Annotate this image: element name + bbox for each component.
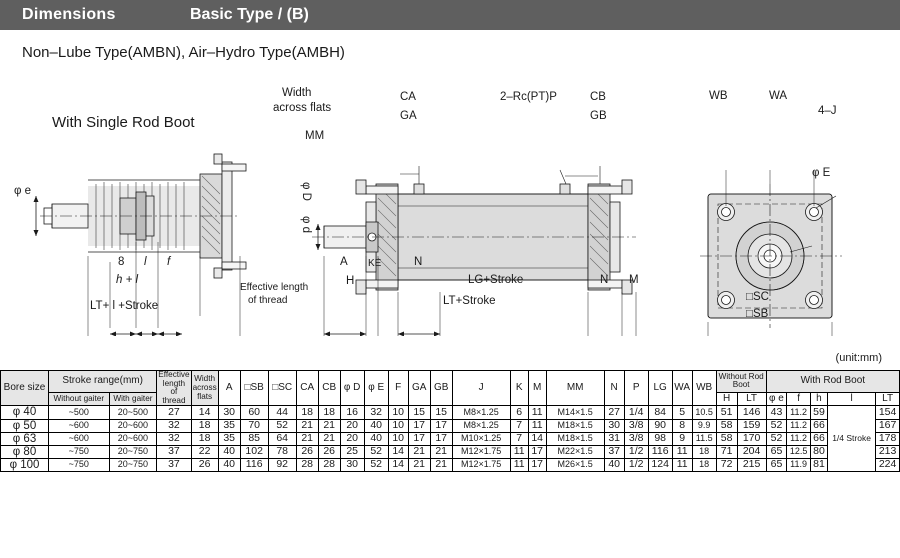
th-GB: GB [430, 371, 452, 406]
cell-WA: 9 [672, 432, 692, 445]
cell-with-gaiter: 20~500 [109, 406, 157, 419]
th-N: N [604, 371, 624, 406]
cell-A: 35 [218, 419, 240, 432]
cell-E: 52 [364, 445, 388, 458]
cell-CA: 28 [296, 458, 318, 471]
cell-N: 31 [604, 432, 624, 445]
th-F: F [388, 371, 408, 406]
table-row [1, 458, 900, 471]
th-width-across-flats: Width across flats [191, 371, 218, 406]
th-WA: WA [672, 371, 692, 406]
cell-WB: 18 [692, 458, 716, 471]
cell-SC: 64 [268, 432, 296, 445]
th-LG: LG [648, 371, 672, 406]
cell-MM: M18×1.5 [546, 432, 604, 445]
technical-drawing [0, 66, 900, 336]
table-row [1, 432, 900, 445]
drawing-title-single-rod-boot: With Single Rod Boot [52, 114, 195, 131]
th-CB: CB [318, 371, 340, 406]
cell-GA: 15 [408, 406, 430, 419]
cell-boot-e: 52 [766, 419, 787, 432]
th-boot-LT: LT [876, 392, 900, 406]
th-boot-e: φ e [766, 392, 787, 406]
cell-WA: 11 [672, 458, 692, 471]
cell-N: 30 [604, 419, 624, 432]
cell-with-gaiter: 20~750 [109, 458, 157, 471]
cell-K: 11 [510, 458, 528, 471]
effective-length-line1: Effective length [240, 282, 309, 293]
cell-CB: 18 [318, 406, 340, 419]
cell-P: 1/4 [624, 406, 648, 419]
cell-WA: 8 [672, 419, 692, 432]
cell-GB: 21 [430, 445, 452, 458]
cell-A: 40 [218, 445, 240, 458]
cb-label: CB [590, 91, 606, 103]
cell-D: 20 [340, 419, 364, 432]
th-K: K [510, 371, 528, 406]
page-title: Dimensions [22, 6, 116, 23]
cell-boot-h: 59 [810, 406, 827, 419]
cell-with-gaiter: 20~600 [109, 419, 157, 432]
th-P: P [624, 371, 648, 406]
cell-WB: 10.5 [692, 406, 716, 419]
cell-boot-e: 65 [766, 458, 787, 471]
cell-K: 7 [510, 432, 528, 445]
cell-P: 1/2 [624, 458, 648, 471]
cell-boot-h: 66 [810, 419, 827, 432]
cell-LT: 215 [737, 458, 766, 471]
cell-flats: 22 [191, 445, 218, 458]
a-label: A [340, 256, 348, 268]
cell-boot-l-merged: 1/4 Stroke [827, 406, 875, 471]
cell-flats: 18 [191, 419, 218, 432]
cell-J: M8×1.25 [452, 406, 510, 419]
th-M: M [528, 371, 546, 406]
cell-eff: 37 [157, 458, 191, 471]
cell-WA: 11 [672, 445, 692, 458]
cell-without-gaiter: ~500 [49, 406, 110, 419]
cell-LT: 146 [737, 406, 766, 419]
cell-MM: M18×1.5 [546, 419, 604, 432]
th-SB: □SB [240, 371, 268, 406]
sb-label: □SB [746, 308, 769, 320]
cell-eff: 37 [157, 445, 191, 458]
cell-K: 11 [510, 445, 528, 458]
cell-SB: 85 [240, 432, 268, 445]
cell-eff: 32 [157, 432, 191, 445]
cell-CB: 21 [318, 432, 340, 445]
cell-E: 32 [364, 406, 388, 419]
th-CA: CA [296, 371, 318, 406]
cell-boot-f: 11.9 [787, 458, 811, 471]
th-LT: LT [737, 392, 766, 406]
cell-eff: 32 [157, 419, 191, 432]
ga-label: GA [400, 110, 417, 122]
cell-flats: 14 [191, 406, 218, 419]
cell-boot-LT: 213 [876, 445, 900, 458]
cell-H: 58 [716, 419, 737, 432]
cell-GB: 15 [430, 406, 452, 419]
cell-without-gaiter: ~750 [49, 445, 110, 458]
th-bore-size: Bore size [1, 371, 49, 406]
cell-bore: φ 63 [1, 432, 49, 445]
cell-A: 30 [218, 406, 240, 419]
cell-boot-h: 81 [810, 458, 827, 471]
cell-GB: 17 [430, 432, 452, 445]
cell-D: 20 [340, 432, 364, 445]
width-across-flats-line2: across flats [273, 102, 332, 114]
ca-label: CA [400, 91, 416, 103]
phi-e-right-label: φ E [812, 167, 831, 179]
table-row [1, 406, 900, 419]
cell-boot-LT: 178 [876, 432, 900, 445]
cell-MM: M14×1.5 [546, 406, 604, 419]
th-H: H [716, 392, 737, 406]
dim-f-label: f [167, 256, 171, 268]
th-E: φ E [364, 371, 388, 406]
sc-label: □SC [746, 291, 769, 303]
cell-flats: 18 [191, 432, 218, 445]
cell-H: 72 [716, 458, 737, 471]
th-GA: GA [408, 371, 430, 406]
ke-label: KE [368, 258, 382, 269]
cell-without-gaiter: ~600 [49, 419, 110, 432]
th-MM: MM [546, 371, 604, 406]
cell-bore: φ 80 [1, 445, 49, 458]
cell-M: 11 [528, 419, 546, 432]
th-J: J [452, 371, 510, 406]
cell-M: 11 [528, 406, 546, 419]
header-bar [0, 0, 900, 30]
th-boot-h: h [810, 392, 827, 406]
cell-F: 14 [388, 458, 408, 471]
cell-eff: 27 [157, 406, 191, 419]
cell-MM: M22×1.5 [546, 445, 604, 458]
cell-WB: 11.5 [692, 432, 716, 445]
phi-d-label2: φ d [300, 216, 312, 234]
th-eff-len-thread: Effective length of thread [158, 370, 190, 405]
cell-boot-e: 52 [766, 432, 787, 445]
lg-stroke-label: LG+Stroke [468, 274, 524, 286]
cell-SB: 116 [240, 458, 268, 471]
n-label-left: N [414, 256, 423, 268]
dim-8-label: 8 [118, 256, 125, 268]
cell-H: 58 [716, 432, 737, 445]
cell-A: 40 [218, 458, 240, 471]
cell-GA: 21 [408, 445, 430, 458]
cell-LG: 90 [648, 419, 672, 432]
cell-P: 3/8 [624, 419, 648, 432]
cell-A: 35 [218, 432, 240, 445]
cell-GB: 21 [430, 458, 452, 471]
th-A: A [218, 371, 240, 406]
cell-P: 1/2 [624, 445, 648, 458]
cell-MM: M26×1.5 [546, 458, 604, 471]
cell-LT: 159 [737, 419, 766, 432]
cell-with-gaiter: 20~750 [109, 445, 157, 458]
th-without-gaiter: Without gaiter [49, 392, 110, 406]
cell-LT: 204 [737, 445, 766, 458]
page-subtitle: Basic Type / (B) [190, 6, 309, 23]
table-row [1, 419, 900, 432]
cell-boot-e: 65 [766, 445, 787, 458]
cell-bore: φ 50 [1, 419, 49, 432]
cell-M: 17 [528, 445, 546, 458]
cell-bore: φ 40 [1, 406, 49, 419]
cell-F: 10 [388, 419, 408, 432]
lt-l-stroke-label: LT+ l +Stroke [90, 300, 159, 312]
cell-SC: 92 [268, 458, 296, 471]
cell-flats: 26 [191, 458, 218, 471]
mm-label: MM [305, 130, 325, 142]
phi-d-label: φ D [300, 182, 312, 201]
cell-E: 40 [364, 419, 388, 432]
cell-N: 40 [604, 458, 624, 471]
cell-SB: 102 [240, 445, 268, 458]
wb-label: WB [709, 90, 728, 102]
cell-D: 16 [340, 406, 364, 419]
cell-CA: 21 [296, 432, 318, 445]
cell-K: 6 [510, 406, 528, 419]
gb-label: GB [590, 110, 607, 122]
th-WB: WB [692, 371, 716, 406]
cell-boot-f: 11.2 [787, 419, 811, 432]
cell-LG: 116 [648, 445, 672, 458]
th-stroke-range: Stroke range(mm) [49, 371, 157, 393]
cell-E: 52 [364, 458, 388, 471]
th-with-gaiter: With gaiter [109, 392, 157, 406]
cell-boot-h: 80 [810, 445, 827, 458]
cell-J: M8×1.25 [452, 419, 510, 432]
cell-J: M10×1.25 [452, 432, 510, 445]
cell-N: 27 [604, 406, 624, 419]
cell-boot-f: 12.5 [787, 445, 811, 458]
cell-LG: 98 [648, 432, 672, 445]
cell-boot-LT: 154 [876, 406, 900, 419]
cell-without-gaiter: ~600 [49, 432, 110, 445]
section-subheading: Non–Lube Type(AMBN), Air–Hydro Type(AMBH) [22, 44, 345, 61]
dimensions-table [0, 370, 900, 472]
cell-boot-e: 43 [766, 406, 787, 419]
th-boot-f: f [787, 392, 811, 406]
width-across-flats-line1: Width [282, 87, 312, 99]
cell-E: 40 [364, 432, 388, 445]
cell-F: 14 [388, 445, 408, 458]
cell-boot-LT: 167 [876, 419, 900, 432]
cell-CA: 26 [296, 445, 318, 458]
cell-CB: 28 [318, 458, 340, 471]
cell-SB: 60 [240, 406, 268, 419]
wa-label: WA [769, 90, 788, 102]
cell-SB: 70 [240, 419, 268, 432]
m-label: M [629, 274, 639, 286]
effective-length-line2: of thread [248, 295, 288, 306]
cell-M: 14 [528, 432, 546, 445]
cell-H: 71 [716, 445, 737, 458]
cell-bore: φ 100 [1, 458, 49, 471]
cell-with-gaiter: 20~600 [109, 432, 157, 445]
cell-H: 51 [716, 406, 737, 419]
cell-J: M12×1.75 [452, 458, 510, 471]
cell-K: 7 [510, 419, 528, 432]
cell-F: 10 [388, 432, 408, 445]
cell-boot-h: 66 [810, 432, 827, 445]
cell-M: 17 [528, 458, 546, 471]
cell-SC: 78 [268, 445, 296, 458]
cell-P: 3/8 [624, 432, 648, 445]
cell-F: 10 [388, 406, 408, 419]
dim-h-plus-l-label: h + l [116, 274, 139, 286]
n-label-right: N [600, 274, 609, 286]
table-header-row-1 [1, 371, 900, 393]
four-j-label: 4–J [818, 105, 837, 117]
cell-CB: 26 [318, 445, 340, 458]
th-SC: □SC [268, 371, 296, 406]
lt-stroke-label: LT+Stroke [443, 295, 496, 307]
cell-N: 37 [604, 445, 624, 458]
cell-boot-f: 11.2 [787, 406, 811, 419]
cell-D: 30 [340, 458, 364, 471]
cell-WB: 18 [692, 445, 716, 458]
cell-GA: 17 [408, 432, 430, 445]
cell-LG: 84 [648, 406, 672, 419]
cell-SC: 52 [268, 419, 296, 432]
cell-SC: 44 [268, 406, 296, 419]
cell-boot-f: 11.2 [787, 432, 811, 445]
th-D: φ D [340, 371, 364, 406]
cell-LG: 124 [648, 458, 672, 471]
th-with-rod-boot: With Rod Boot [766, 371, 899, 393]
unit-note: (unit:mm) [835, 352, 882, 364]
cell-WA: 5 [672, 406, 692, 419]
th-without-rod-boot: Without Rod Boot [716, 371, 766, 393]
h-label: H [346, 275, 355, 287]
cell-WB: 9.9 [692, 419, 716, 432]
port-label: 2–Rc(PT)P [500, 91, 557, 103]
cell-CA: 21 [296, 419, 318, 432]
cell-GA: 17 [408, 419, 430, 432]
phi-e-left-label: φ e [14, 185, 32, 197]
table-row [1, 445, 900, 458]
cell-GB: 17 [430, 419, 452, 432]
cell-CA: 18 [296, 406, 318, 419]
cell-LT: 170 [737, 432, 766, 445]
cell-boot-LT: 224 [876, 458, 900, 471]
cell-CB: 21 [318, 419, 340, 432]
cell-D: 25 [340, 445, 364, 458]
cell-GA: 21 [408, 458, 430, 471]
th-boot-l: l [827, 392, 875, 406]
dim-l-label: l [144, 256, 147, 268]
cell-without-gaiter: ~750 [49, 458, 110, 471]
cell-J: M12×1.75 [452, 445, 510, 458]
